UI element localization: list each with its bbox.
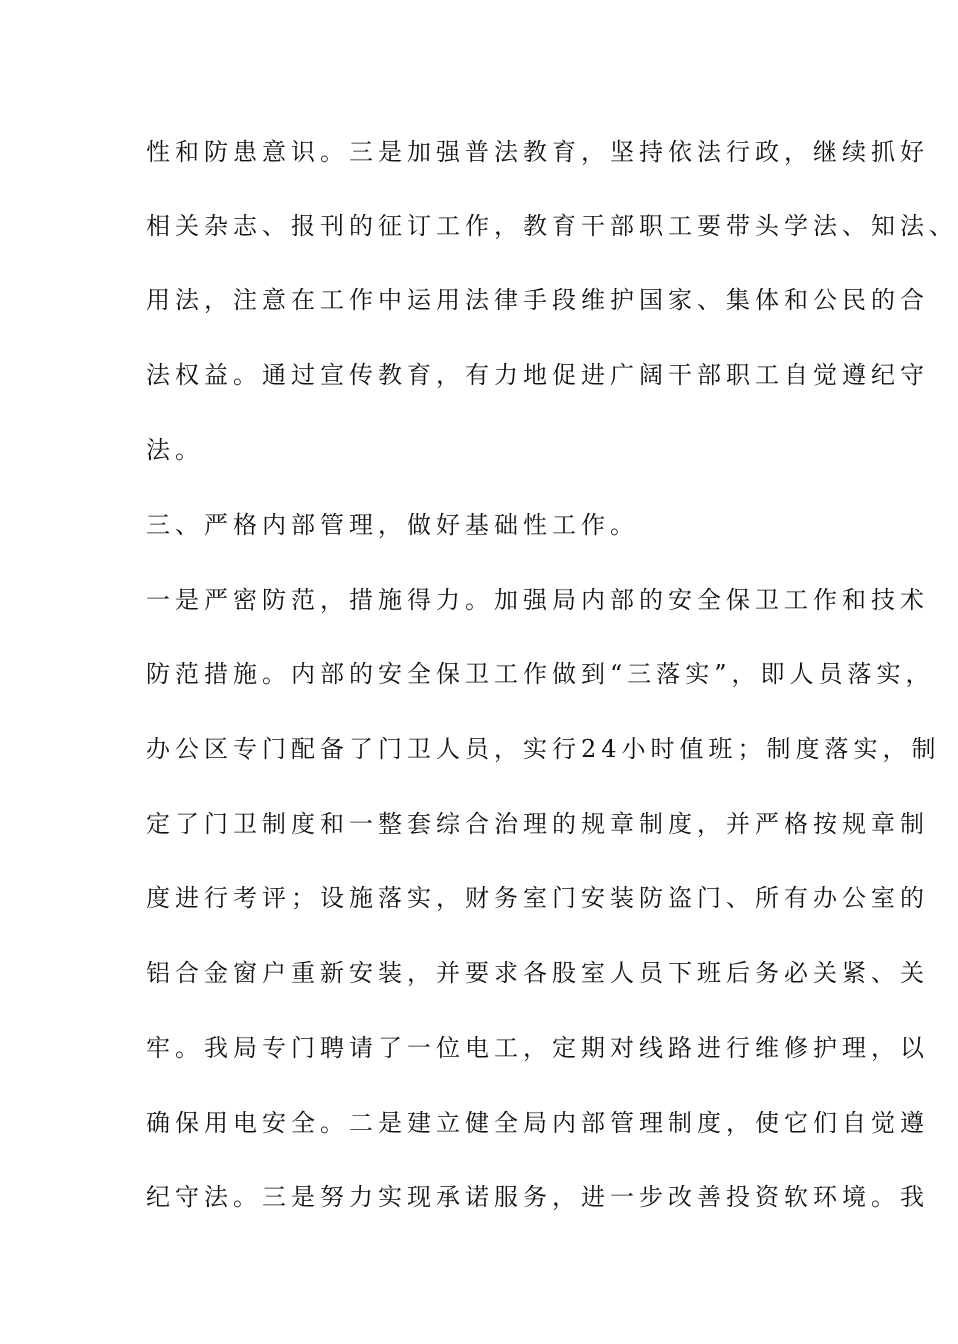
- text-line: 相关杂志、报刊的征订工作，教育干部职工要带头学法、知法、: [146, 212, 958, 240]
- text-line: 法权益。通过宣传教育，有力地促进广阔干部职工自觉遵纪守: [146, 361, 929, 389]
- text-line: 性和防患意识。三是加强普法教育，坚持依法行政，继续抓好: [146, 138, 929, 166]
- text-line: 定了门卫制度和一整套综合治理的规章制度，并严格按规章制: [146, 810, 929, 838]
- text-line: 一是严密防范，措施得力。加强局内部的安全保卫工作和技术: [146, 586, 929, 614]
- text-line: 确保用电安全。二是建立健全局内部管理制度，使它们自觉遵: [146, 1109, 929, 1137]
- text-line: 办公区专门配备了门卫人员，实行24小时值班；制度落实，制: [146, 735, 941, 763]
- text-line: 纪守法。三是努力实现承诺服务，进一步改善投资软环境。我: [146, 1183, 929, 1211]
- text-line: 法。: [146, 436, 204, 464]
- text-line: 度进行考评；设施落实，财务室门安装防盗门、所有办公室的: [146, 884, 929, 912]
- text-line: 防范措施。内部的安全保卫工作做到“三落实”，即人员落实，: [146, 660, 935, 688]
- text-line: 铝合金窗户重新安装，并要求各股室人员下班后务必关紧、关: [146, 959, 929, 987]
- section-heading: 三、严格内部管理，做好基础性工作。: [146, 511, 639, 539]
- text-line: 用法，注意在工作中运用法律手段维护国家、集体和公民的合: [146, 286, 929, 314]
- text-line: 牢。我局专门聘请了一位电工，定期对线路进行维修护理，以: [146, 1034, 929, 1062]
